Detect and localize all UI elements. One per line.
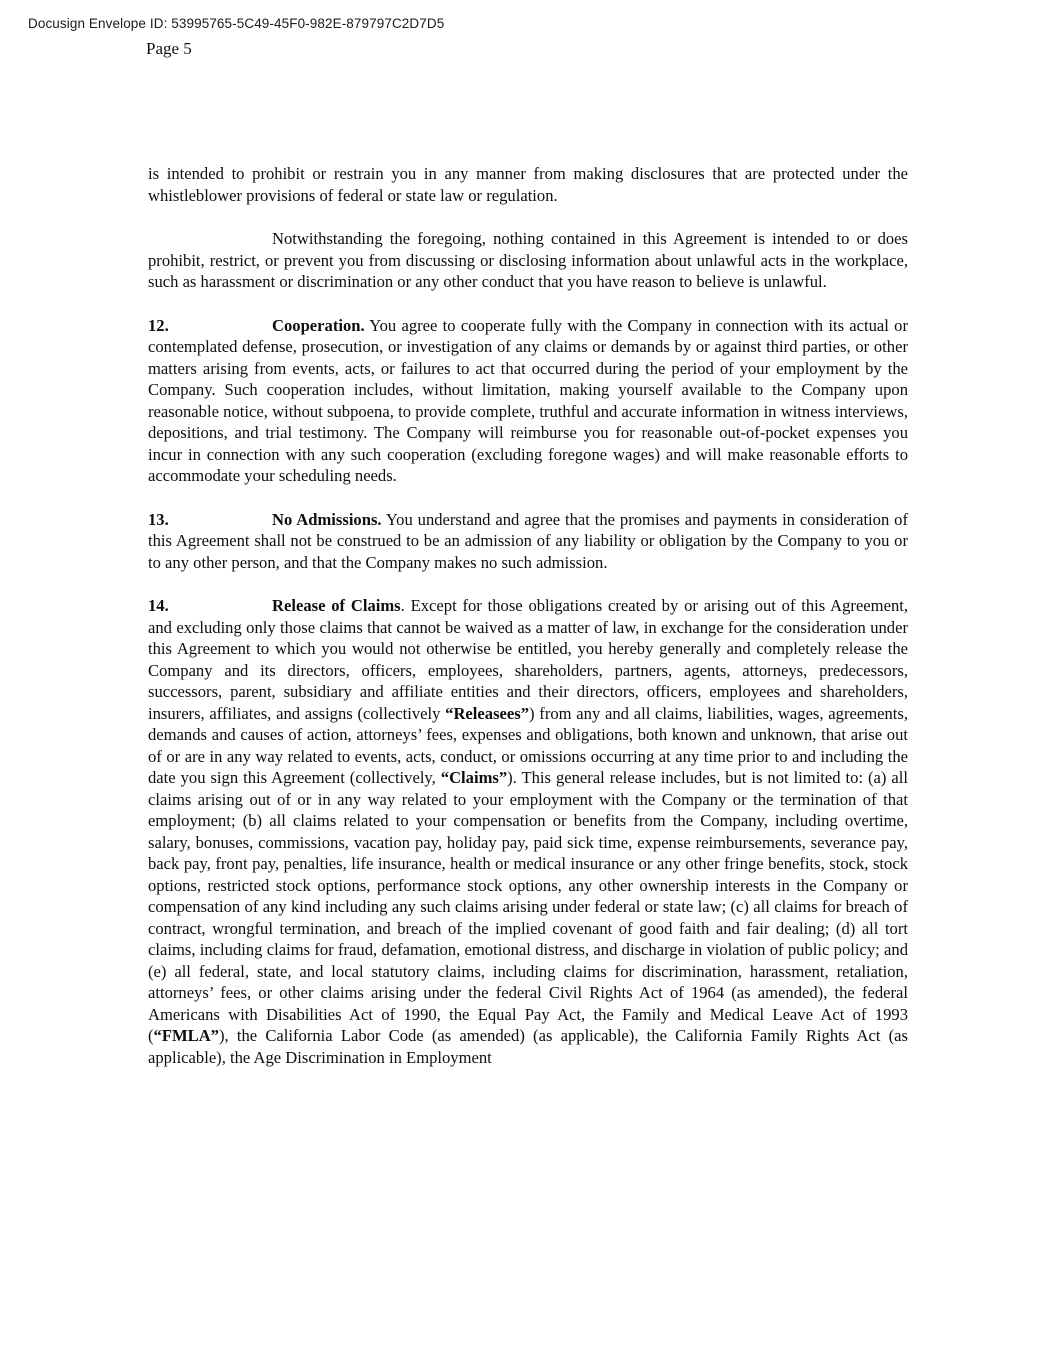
bold-text-run: No Admissions. <box>272 509 382 529</box>
bold-text-run: “Releasees” <box>445 703 530 723</box>
text-run: You agree to cooperate fully with the Company in connection with its actual or contemplated defense, prosecution, or investigation of any claims or demands by or against third parties, or other matters arising from events, acts, or failures to act that occurred during the period of your employment by the Company. Such cooperation includes, without limitation, making yourself available to the Company upon reasonable notice, without subpoena, to provide complete, truthful and accurate information in witness interviews, depositions, and trial testimony. The Company will reimburse you for reasonable out-of-pocket expenses you incur in connection with any such cooperation (excluding foregone wages) and will make reasonable efforts to accommodate your scheduling needs. <box>148 315 908 485</box>
docusign-envelope-id: Docusign Envelope ID: 53995765-5C49-45F0-982E-879797C2D7D5 <box>28 16 445 31</box>
section-13-no-admissions <box>148 509 908 574</box>
text-run: ), the California Labor Code (as amended) (as applicable), the California Family Rights Act (as applicable), the Age Discrimination in Employment <box>148 1026 908 1067</box>
section-12-cooperation <box>148 315 908 487</box>
section-number: 12. <box>148 315 169 335</box>
section-14-release-of-claims <box>148 595 908 1068</box>
bold-text-run: “FMLA” <box>153 1026 219 1045</box>
page-number-label: Page 5 <box>146 39 192 58</box>
text-run: . Except for those obligations created by or arising out of this Agreement, and excluding only those claims that cannot be waived as a matter of law, in exchange for the consideration under this Agreement to which you would not otherwise be entitled, you hereby generally and completely release the Company and its directors, officers, employees, shareholders, partners, agents, attorneys, predecessors, successors, parent, subsidiary and affiliate entities and their directors, officers, employees and shareholders, insurers, affiliates, and assigns (collectively <box>148 596 908 723</box>
text-run: You understand and agree that the promises and payments in consideration of this Agreement shall not be construed to be an admission of any liability or obligation by the Company to you or to any other person, and that the Company makes no such admission. <box>148 509 908 572</box>
text-run: is intended to prohibit or restrain you in any manner from making disclosures that are protected under the whistleblower provisions of federal or state law or regulation. <box>148 164 908 205</box>
document-body <box>148 163 908 1090</box>
whistleblower-continuation-paragraph <box>148 163 908 206</box>
section-number: 14. <box>148 596 169 615</box>
bold-text-run: Release of Claims <box>272 596 401 615</box>
bold-text-run: “Claims” <box>440 768 508 787</box>
text-run: ) from any and all claims, liabilities, wages, agreements, demands and causes of action, attorneys’ fees, expenses and obligations, both known and unknown, that arise out of or are in any way related to events, acts, conduct, or omissions occurring at any time prior to and including the date you sign this Agreement (collectively, <box>148 703 908 787</box>
text-run: Notwithstanding the foregoing, nothing contained in this Agreement is intended to or does prohibit, restrict, or prevent you from discussing or disclosing information about unlawful acts in the workplace, such as harassment or discrimination or any other conduct that you have reason to believe is unlawful. <box>148 229 908 291</box>
section-number: 13. <box>148 509 169 529</box>
text-run: ). This general release includes, but is not limited to: (a) all claims arising out of or in any way related to your employment with the Company or the termination of that employment; (b) all claims related to your compensation or benefits from the Company, including overtime, salary, bonuses, commissions, vacation pay, holiday pay, paid sick time, expense reimbursements, severance pay, back pay, front pay, penalties, life insurance, health or medical insurance or any other fringe benefits, stock, stock options, restricted stock options, performance stock options, any other ownership interests in the Company or compensation of any kind including any such claims arising under federal or state law; (c) all claims for breach of contract, wrongful termination, and breach of the implied covenant of good faith and fair dealing; (d) all tort claims, including claims for fraud, defamation, emotional distress, and discharge in violation of public policy; and (e) all federal, state, and local statutory claims, including claims for discrimination, harassment, retaliation, attorneys’ fees, or other claims arising under the federal Civil Rights Act of 1964 (as amended), the federal Americans with Disabilities Act of 1990, the Equal Pay Act, the Family and Medical Leave Act of 1993 ( <box>148 768 909 1045</box>
notwithstanding-paragraph <box>148 228 908 293</box>
bold-text-run: Cooperation. <box>272 315 365 335</box>
